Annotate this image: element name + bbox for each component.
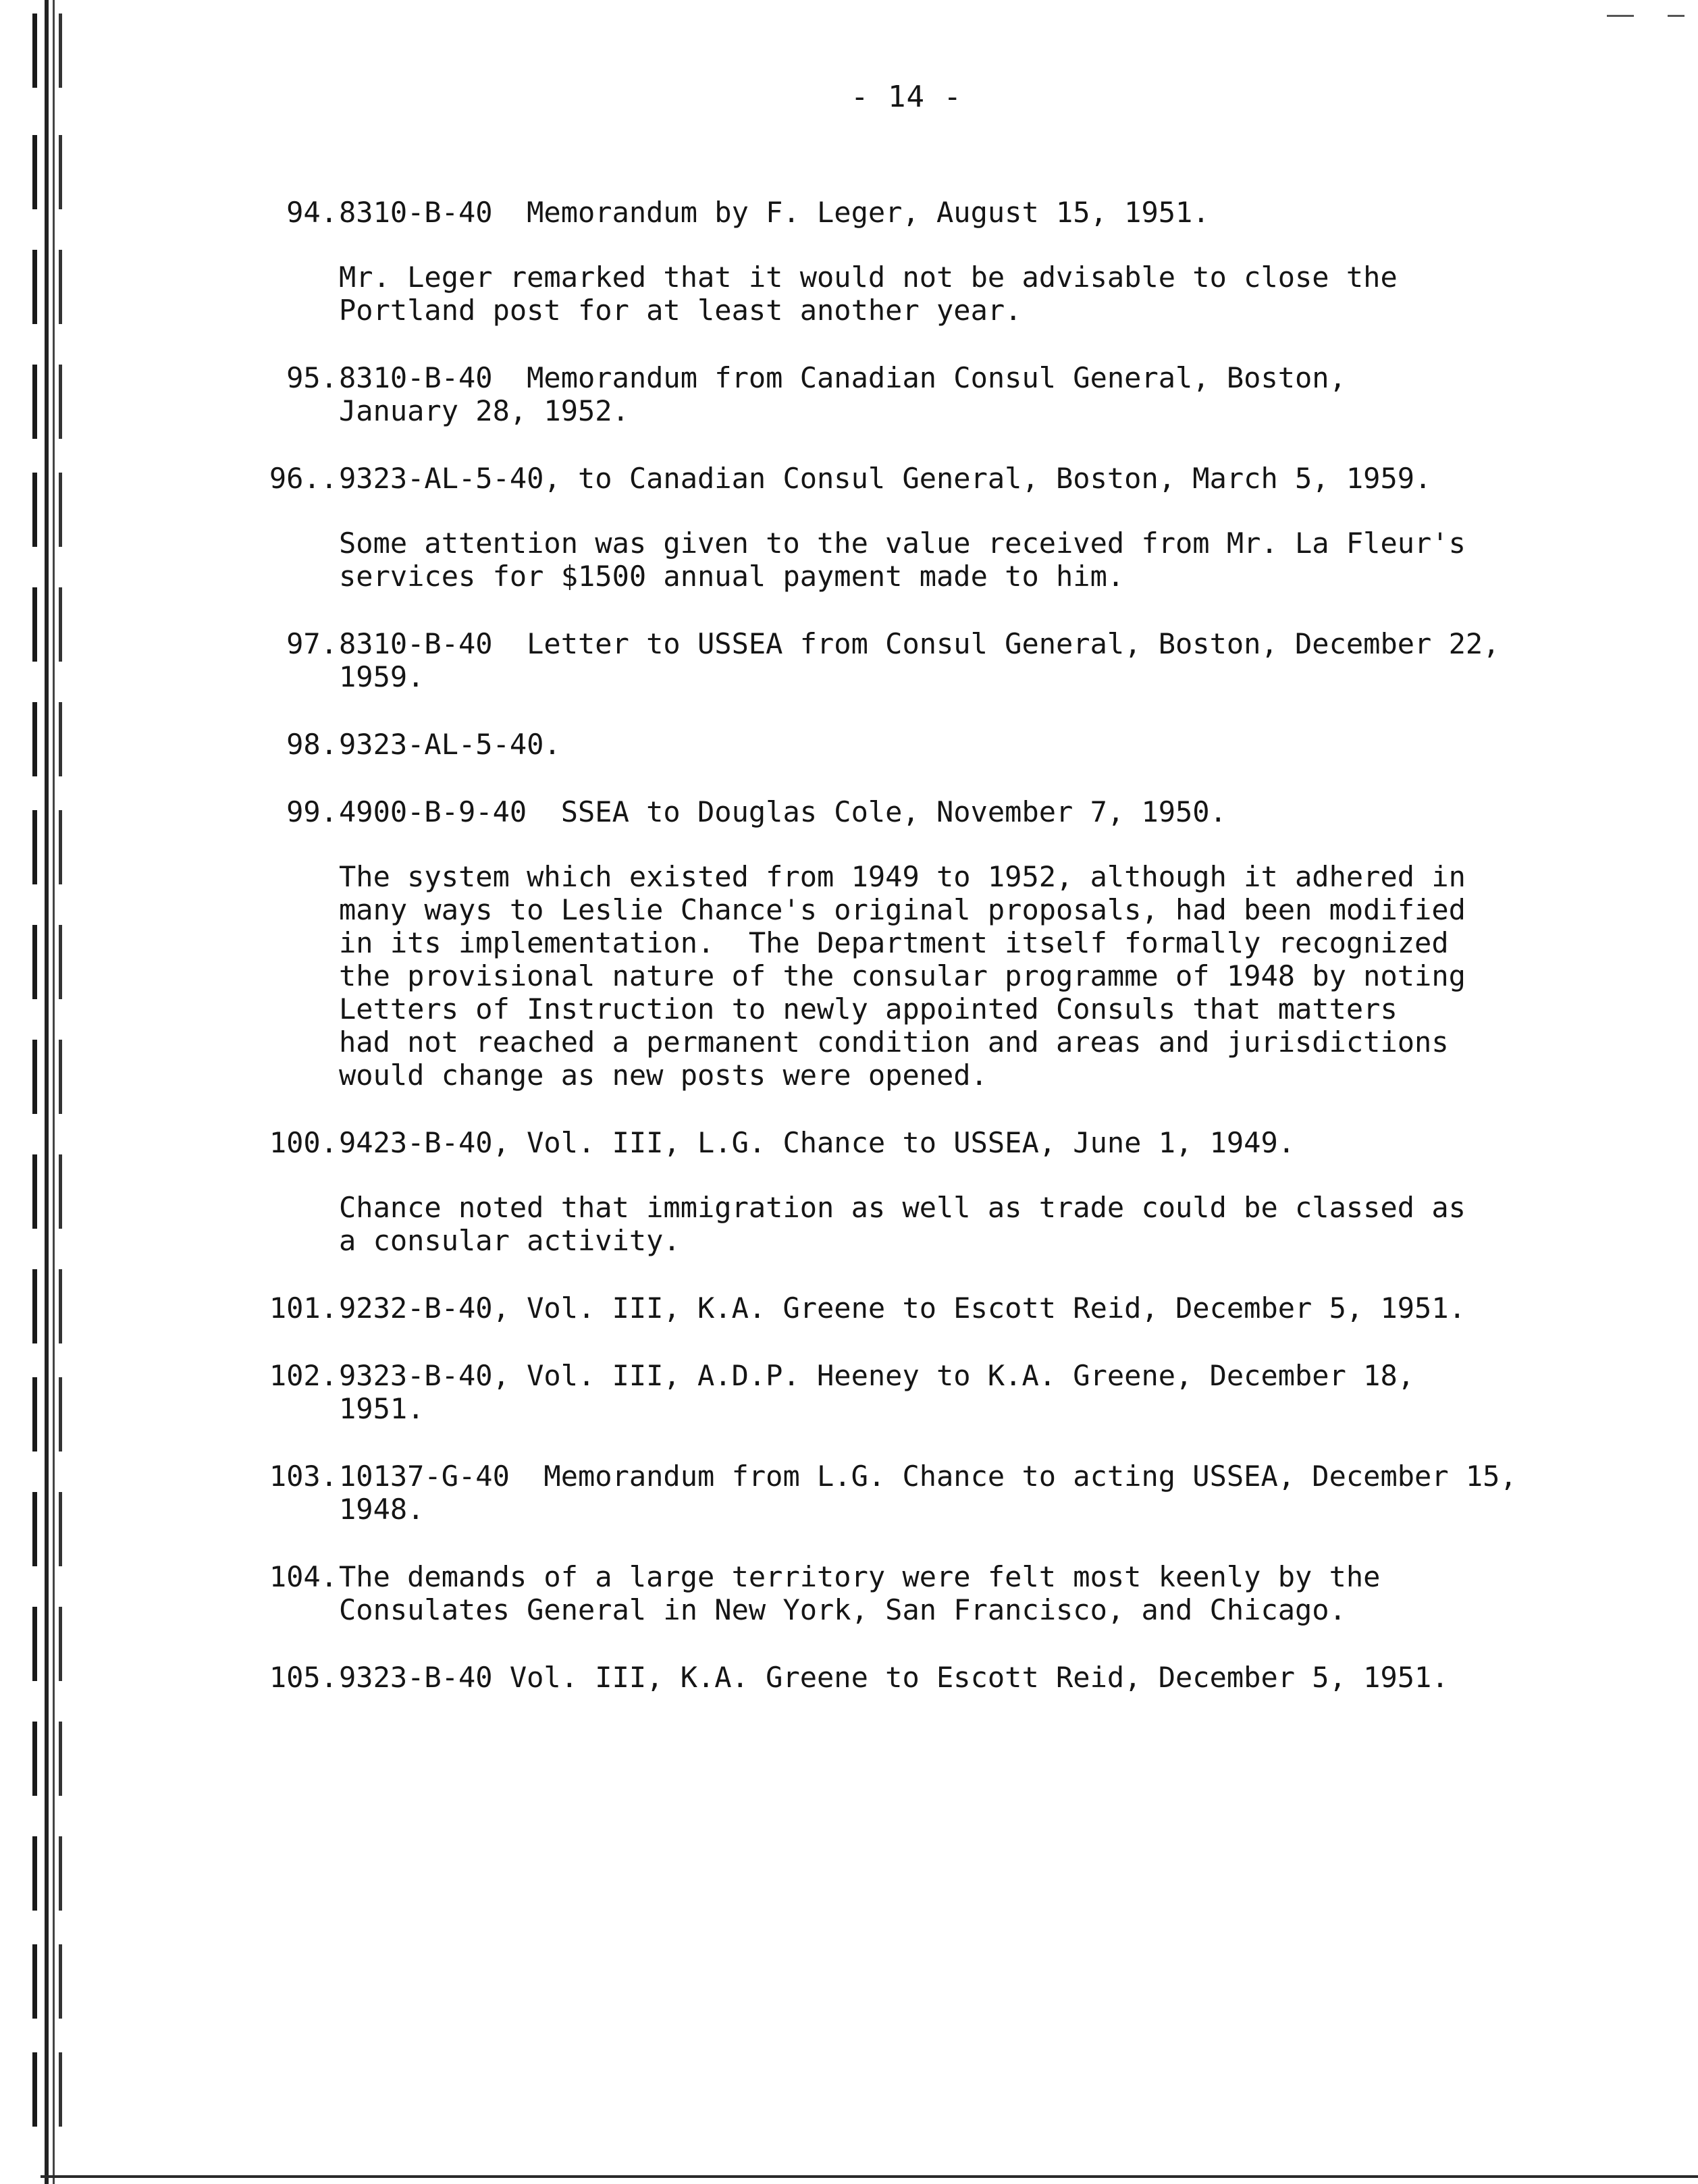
binding-hole	[32, 1269, 62, 1343]
binding-strip	[19, 0, 66, 2184]
endnote-citation	[339, 1126, 1512, 1159]
binding-hole	[32, 810, 62, 884]
endnote-citation	[339, 196, 1512, 229]
comment-line: Mr. Leger remarked that it would not be advisable to close the	[339, 261, 1398, 294]
endnote-number: 95.	[286, 361, 338, 394]
endnote-citation	[339, 795, 1512, 828]
binding-hole	[32, 473, 62, 547]
citation-line: 8310-B-40 Memorandum by F. Leger, August 15, 1951.	[339, 196, 1210, 229]
endnote-number: 96..	[269, 462, 338, 495]
binding-hole	[32, 14, 62, 88]
binding-hole	[32, 365, 62, 439]
endnote-citation	[339, 627, 1512, 693]
citation-line: 4900-B-9-40 SSEA to Douglas Cole, November 7, 1950.	[339, 795, 1227, 828]
citation-line: 10137-G-40 Memorandum from L.G. Chance to acting USSEA, December 15,	[339, 1460, 1517, 1493]
comment-line: Portland post for at least another year.	[339, 294, 1022, 327]
citation-line: 1948.	[339, 1493, 425, 1526]
endnote-item	[230, 1460, 1517, 1526]
binding-hole	[32, 925, 62, 999]
citation-line: 8310-B-40 Memorandum from Canadian Consul General, Boston,	[339, 361, 1346, 394]
bottom-edge-rule	[41, 2175, 1698, 2178]
endnote-number: 97.	[286, 627, 338, 660]
endnote-citation	[339, 1359, 1512, 1425]
binding-hole	[32, 1944, 62, 2019]
binding-hole	[32, 587, 62, 662]
endnote-item	[230, 1291, 1512, 1325]
comment-line: Letters of Instruction to newly appointed Consuls that matters	[339, 992, 1398, 1026]
endnote-number: 103.	[269, 1460, 338, 1493]
binding-hole	[32, 702, 62, 776]
binding-hole	[32, 2052, 62, 2127]
binding-hole	[32, 1607, 62, 1681]
endnote-number: 104.	[269, 1560, 338, 1593]
comment-line: The system which existed from 1949 to 1952, although it adhered in	[339, 860, 1466, 893]
scan-mark	[1607, 15, 1634, 17]
endnote-item	[230, 627, 1512, 693]
endnote-item	[230, 196, 1512, 327]
endnote-number: 94.	[286, 196, 338, 229]
endnote-citation	[339, 1291, 1512, 1325]
citation-line: 9323-B-40, Vol. III, A.D.P. Heeney to K.A. Greene, December 18,	[339, 1359, 1415, 1392]
endnote-comment	[339, 1191, 1512, 1257]
citation-line: 9423-B-40, Vol. III, L.G. Chance to USSEA, June 1, 1949.	[339, 1126, 1296, 1159]
endnote-comment	[339, 527, 1512, 593]
binding-hole	[32, 250, 62, 324]
endnote-number: 101.	[269, 1291, 338, 1325]
citation-line: Consulates General in New York, San Francisco, and Chicago.	[339, 1593, 1346, 1626]
binding-hole	[32, 1722, 62, 1796]
endnote-citation	[339, 361, 1512, 427]
scan-mark	[1668, 15, 1684, 17]
citation-line: 1951.	[339, 1392, 425, 1425]
endnote-number: 105.	[269, 1661, 338, 1694]
endnote-item	[230, 795, 1512, 1092]
endnote-item	[230, 1359, 1512, 1425]
comment-line: had not reached a permanent condition and areas and jurisdictions	[339, 1026, 1449, 1059]
endnote-item	[230, 1126, 1512, 1257]
endnote-citation	[339, 462, 1512, 495]
endnote-item	[230, 1661, 1512, 1694]
comment-line: in its implementation. The Department itself formally recognized	[339, 926, 1449, 959]
citation-line: January 28, 1952.	[339, 394, 629, 427]
endnote-comment	[339, 261, 1512, 327]
endnote-number: 98.	[286, 728, 338, 761]
endnote-comment	[339, 860, 1512, 1092]
endnote-item	[230, 361, 1512, 427]
page-number: - 14 -	[851, 80, 962, 114]
comment-line: many ways to Leslie Chance's original proposals, had been modified	[339, 893, 1466, 926]
citation-line: 9323-AL-5-40.	[339, 728, 561, 761]
citation-line: 9232-B-40, Vol. III, K.A. Greene to Escott Reid, December 5, 1951.	[339, 1291, 1466, 1325]
endnote-citation	[339, 1560, 1512, 1626]
binding-hole	[32, 1040, 62, 1114]
comment-line: the provisional nature of the consular programme of 1948 by noting	[339, 959, 1466, 992]
endnote-number: 102.	[269, 1359, 338, 1392]
binding-hole	[32, 1492, 62, 1566]
endnote-number: 99.	[286, 795, 338, 828]
citation-line: 8310-B-40 Letter to USSEA from Consul General, Boston, December 22,	[339, 627, 1500, 660]
binding-hole	[32, 1154, 62, 1229]
comment-line: would change as new posts were opened.	[339, 1059, 988, 1092]
citation-line: 9323-B-40 Vol. III, K.A. Greene to Escott Reid, December 5, 1951.	[339, 1661, 1449, 1694]
endnote-citation	[339, 1460, 1517, 1526]
endnote-item	[230, 462, 1512, 593]
binding-hole	[32, 1836, 62, 1911]
binding-hole	[32, 135, 62, 209]
endnote-item	[230, 1560, 1512, 1626]
binding-hole	[32, 1377, 62, 1451]
comment-line: Some attention was given to the value received from Mr. La Fleur's	[339, 527, 1466, 560]
citation-line: The demands of a large territory were felt most keenly by the	[339, 1560, 1381, 1593]
endnote-item	[230, 728, 1512, 761]
comment-line: a consular activity.	[339, 1224, 681, 1257]
endnote-citation	[339, 1661, 1512, 1694]
citation-line: 1959.	[339, 660, 425, 693]
endnote-citation	[339, 728, 1512, 761]
citation-line: 9323-AL-5-40, to Canadian Consul General, Boston, March 5, 1959.	[339, 462, 1432, 495]
comment-line: Chance noted that immigration as well as trade could be classed as	[339, 1191, 1466, 1224]
comment-line: services for $1500 annual payment made to him.	[339, 560, 1125, 593]
endnotes-list	[230, 196, 1517, 1728]
endnote-number: 100.	[269, 1126, 338, 1159]
